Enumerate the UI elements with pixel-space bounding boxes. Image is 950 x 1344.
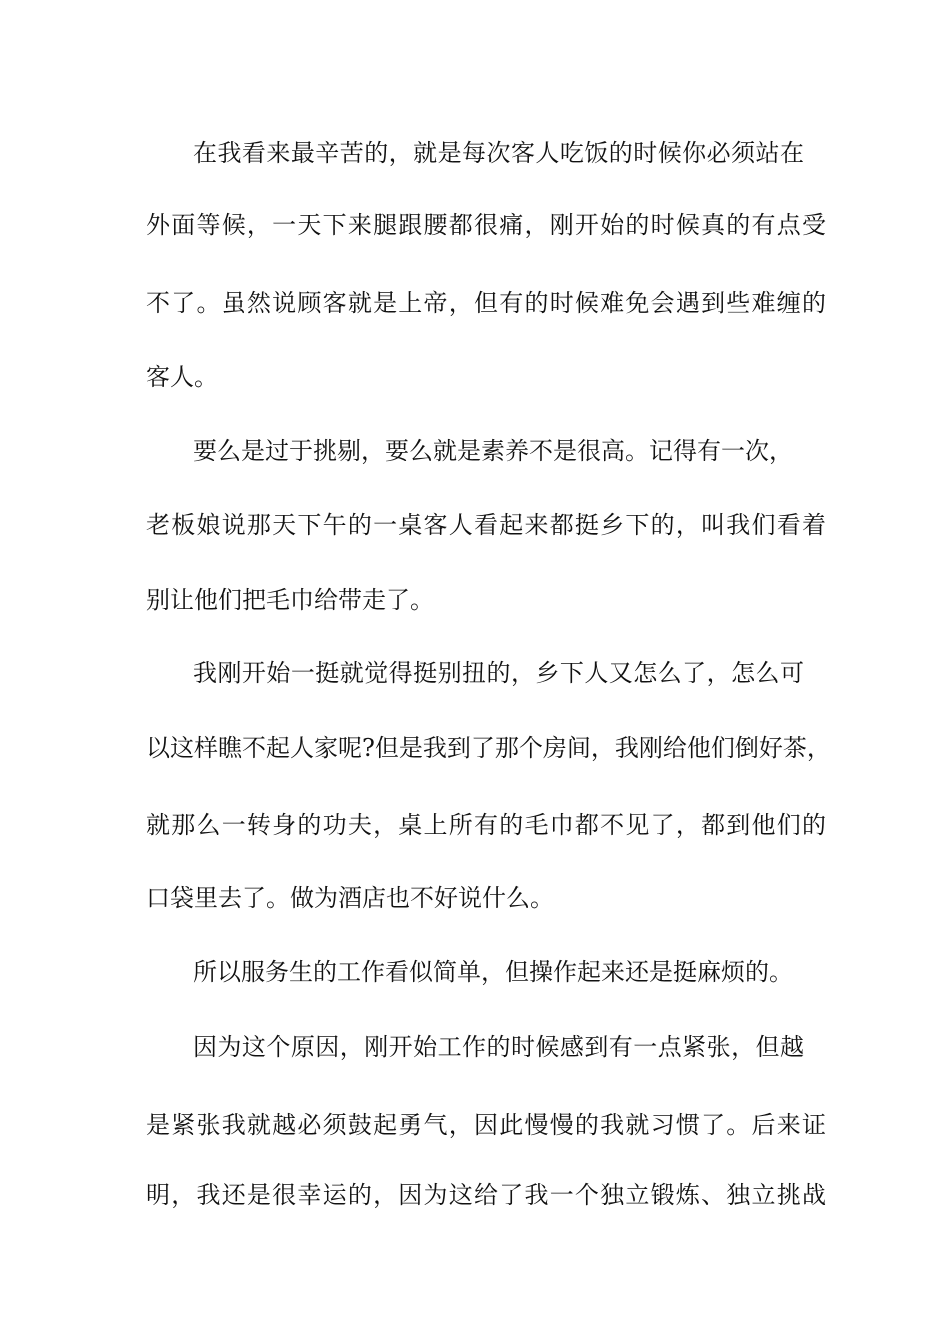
paragraph-3-line-3: 就那么一转身的功夫，桌上所有的毛巾都不见了，都到他们的 [146,811,826,839]
paragraph-2-line-1: 要么是过于挑剔，要么就是素养不是很高。记得有一次， [193,437,793,465]
paragraph-1-line-1: 在我看来最辛苦的，就是每次客人吃饭的时候你必须站在 [193,139,804,167]
paragraph-2-line-2: 老板娘说那天下午的一桌客人看起来都挺乡下的，叫我们看着 [146,511,826,539]
paragraph-1-line-2: 外面等候，一天下来腿跟腰都很痛，刚开始的时候真的有点受 [146,211,826,239]
paragraph-4-line-1: 所以服务生的工作看似简单，但操作起来还是挺麻烦的。 [193,958,793,986]
paragraph-1-line-4: 客人。 [146,363,218,391]
paragraph-2-line-3: 别让他们把毛巾给带走了。 [146,586,434,614]
paragraph-3-line-2: 以这样瞧不起人家呢?但是我到了那个房间，我刚给他们倒好茶， [146,734,831,762]
paragraph-3-line-1: 我刚开始一挺就觉得挺别扭的，乡下人又怎么了，怎么可 [193,659,804,687]
paragraph-5-line-2: 是紧张我就越必须鼓起勇气，因此慢慢的我就习惯了。后来证 [146,1111,826,1139]
paragraph-3-line-4: 口袋里去了。做为酒店也不好说什么。 [146,884,554,912]
paragraph-5-line-1: 因为这个原因，刚开始工作的时候感到有一点紧张，但越 [193,1033,804,1061]
paragraph-5-line-3: 明，我还是很幸运的，因为这给了我一个独立锻炼、独立挑战 [146,1181,826,1209]
paragraph-1-line-3: 不了。虽然说顾客就是上帝，但有的时候难免会遇到些难缠的 [146,289,826,317]
